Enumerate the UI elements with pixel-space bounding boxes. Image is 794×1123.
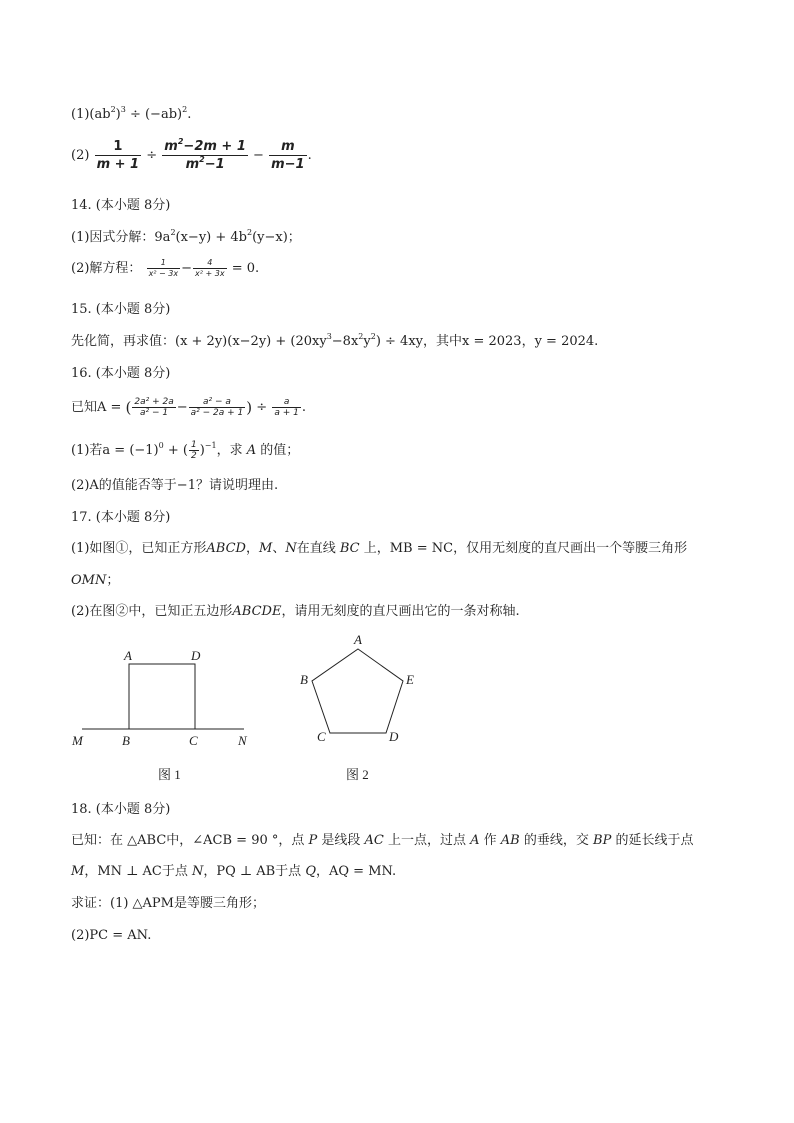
q14-heading: 14. (本小题 8分) [71,198,171,213]
q17-heading: 17. (本小题 8分) [71,510,171,525]
fraction: $\frac{1}{\text{x² − 3x}}$ [148,258,179,278]
pentagon-abcde [312,649,403,733]
q18-part2: (2)PC = AN. [71,928,152,943]
q16-part1: (1)若$a = (-1)^0$ + ( $\frac{1}{2}$ )$^{-1}$，求 A 的值； [71,440,300,461]
q17-part1-cont: OMN； [71,573,120,588]
q13-part2: (2) $\frac{1}{m + 1}$ ÷ $\frac{m^2-2m + 1}{m^2-1}$ − $\frac{m}{m-1}$ . [71,137,312,172]
label-a: A [354,632,362,647]
fraction: $\frac{1}{m + 1}$ [96,139,140,172]
square-abcd [129,664,195,729]
q17-figures [0,628,794,788]
fraction: $\frac{\text{2a² + 2a}}{\text{a² − 1}}$ [134,397,174,418]
label-d: D [191,648,201,663]
q15-heading: 15. (本小题 8分) [71,302,171,317]
figure-2 [300,632,414,782]
fraction: $\frac{m^2-2m + 1}{m^2-1}$ [164,137,246,172]
q18-prove: 求证：(1) △APM是等腰三角形； [71,896,265,911]
label-e: E [406,672,414,687]
label-b: B [300,672,308,687]
q17-part2: (2)在图②中，已知正五边形ABCDE，请用无刻度的直尺画出它的一条对称轴. [71,604,520,619]
figure-1 [71,648,248,782]
fraction: $\frac{1}{2}$ [190,440,197,461]
q18-line2: M，MN ⊥ AC于点 N，PQ ⊥ AB于点 Q，AQ = MN. [71,864,397,879]
caption-fig2: 图 2 [346,767,369,782]
q14-part2: (2)解方程： $\frac{1}{\text{x² − 3x}}$ − $\frac{4}{\text{x² + 3x}}$ = 0. [71,258,260,278]
caption-fig1: 图 1 [158,767,181,782]
label-b: B [122,733,130,748]
q16-part2: (2)A的值能否等于−1？请说明理由. [71,478,279,493]
label-n: N [238,733,247,748]
q18-line1: 已知：在 △ABC中，∠ACB = 90 °，点 P 是线段 AC 上一点，过点 A 作 AB 的垂线，交 BP 的延长线于点 [71,833,694,848]
q17-part1: (1)如图①，已知正方形ABCD，M、N在直线 BC 上，MB = NC，仅用无刻度的直尺画出一个等腰三角形 [71,541,688,556]
fraction: $\frac{4}{\text{x² + 3x}}$ [195,258,225,278]
label-a: A [124,648,132,663]
label-c: C [317,729,326,744]
q16-given: 已知A = ( $\frac{\text{2a² + 2a}}{\text{a² − 1}}$ − $\frac{\text{a² − a}}{\text{a² − 2a + 1}}$ ) ÷ $\frac{a}{a + 1}$ . [71,397,306,418]
label-d: D [389,729,399,744]
fraction: $\frac{a}{a + 1}$ [274,397,299,418]
fraction: $\frac{\text{a² − a}}{\text{a² − 2a + 1}}$ [190,397,244,418]
q16-heading: 16. (本小题 8分) [71,366,171,381]
fraction: $\frac{m}{m-1}$ [271,139,305,172]
q13-part1: $(1)(ab^2)^3 \div (-ab)^2$. [71,105,192,122]
q18-heading: 18. (本小题 8分) [71,802,171,817]
label-c: C [189,733,198,748]
q15-body: 先化简，再求值：$(x + 2y)(x-2y) + (20xy^3-8x^2y^2) \div 4xy$，其中x = 2023，y = 2024. [71,332,599,349]
label-m: M [72,733,83,748]
q14-part1: (1)因式分解：$9a^2(x-y) + 4b^2(y-x)$； [71,228,301,245]
